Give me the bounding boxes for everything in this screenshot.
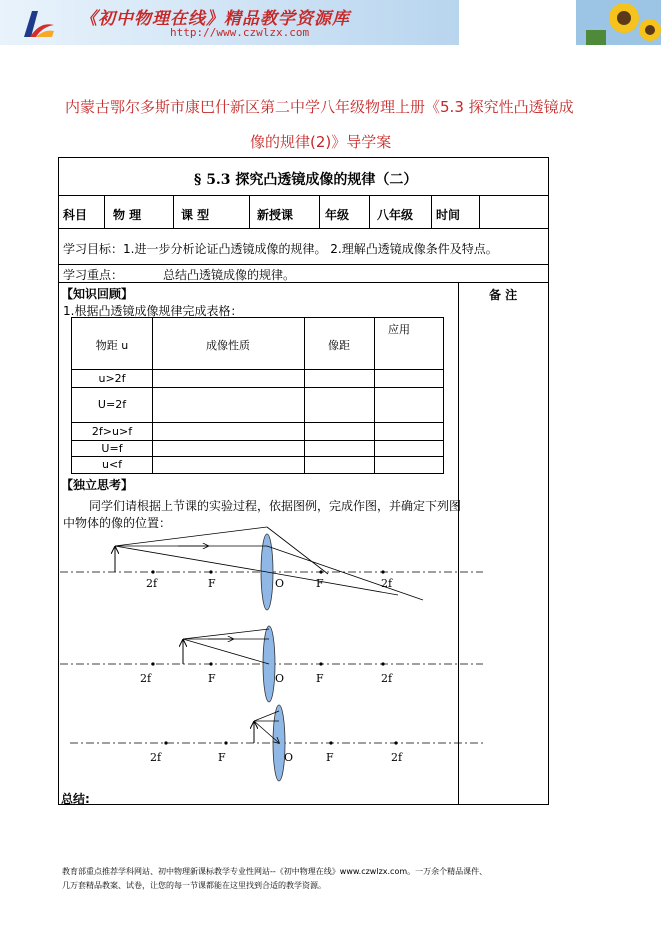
focus-value: 总结凸透镜成像的规律。	[163, 268, 296, 282]
header-image-distance: 像距	[328, 339, 350, 352]
header-object-distance: 物距 u	[95, 339, 129, 352]
think-heading: 【独立思考】	[61, 478, 134, 492]
row-label: U=2f	[97, 398, 127, 411]
label-2f-left: 2f	[146, 577, 158, 590]
label-o: O	[284, 751, 294, 764]
label-f-left: F	[208, 672, 216, 685]
label-f-left: F	[218, 751, 226, 764]
time-label: 时间	[436, 208, 461, 222]
banner-url[interactable]: http://www.czwlzx.com	[170, 26, 310, 39]
label-o: O	[275, 672, 285, 685]
label-f-right: F	[326, 751, 334, 764]
row-label: U=f	[101, 442, 123, 455]
banner	[0, 0, 459, 45]
label-f-right: F	[316, 672, 324, 685]
header-image-nature: 成像性质	[206, 339, 250, 352]
imaging-rules-table	[71, 317, 444, 474]
think-text-2: 中物体的像的位置：	[63, 516, 172, 530]
ray-diagram-3	[70, 705, 483, 781]
ray-diagram-2	[60, 626, 483, 702]
label-o: O	[275, 577, 285, 590]
label-2f-left: 2f	[150, 751, 162, 764]
row-label: 2f>u>f	[91, 425, 133, 438]
label-2f-right: 2f	[391, 751, 403, 764]
site-logo-icon	[18, 3, 58, 43]
focus-label: 学习重点：	[63, 268, 124, 282]
subject-value: 物 理	[113, 208, 142, 222]
section-heading: § 5.3 探究凸透镜成像的规律（二）	[194, 172, 418, 188]
label-2f-right: 2f	[381, 577, 393, 590]
footer-line2: 几万套精品教案、试卷，让您的每一节课都能在这里找到合适的教学资源。	[62, 881, 326, 890]
footer-line1: 教育部重点推荐学科网站、初中物理新课标教学专业性网站--《初中物理在线》www.czwlzx.com。一万余个精品课件、	[62, 867, 488, 876]
grade-label: 年级	[325, 208, 350, 222]
row-label: u<f	[101, 458, 123, 471]
header-application: 应用	[388, 323, 410, 336]
subject-label: 科目	[63, 208, 88, 222]
label-f-left: F	[208, 577, 216, 590]
learning-objectives: 学习目标：1.进一步分析论证凸透镜成像的规律。 2.理解凸透镜成像条件及特点。	[63, 242, 498, 256]
banner-title: 《初中物理在线》精品教学资源库	[80, 9, 350, 29]
lesson-type-label: 课 型	[181, 208, 210, 222]
label-2f-left: 2f	[140, 672, 152, 685]
label-2f-right: 2f	[381, 672, 393, 685]
row-label: u>2f	[98, 372, 126, 385]
lens-ray-diagrams	[58, 525, 488, 795]
label-f-right: F	[316, 577, 324, 590]
notes-label: 备 注	[489, 288, 518, 302]
summary-label: 总结:	[61, 792, 90, 806]
review-instruction: 1.根据凸透镜成像规律完成表格：	[63, 304, 243, 318]
grade-value: 八年级	[377, 208, 414, 222]
ray-diagram-1	[60, 527, 483, 610]
think-text-1: 同学们请根据上节课的实验过程，依据图例，完成作图，并确定下列图	[89, 499, 462, 513]
lesson-type-value: 新授课	[257, 208, 294, 222]
page-title-line1: 内蒙古鄂尔多斯市康巴什新区第二中学八年级物理上册《5.3 探究性凸透镜成	[65, 98, 574, 116]
page-title-line2: 像的规律(2)》导学案	[250, 133, 392, 151]
review-heading: 【知识回顾】	[61, 287, 134, 301]
